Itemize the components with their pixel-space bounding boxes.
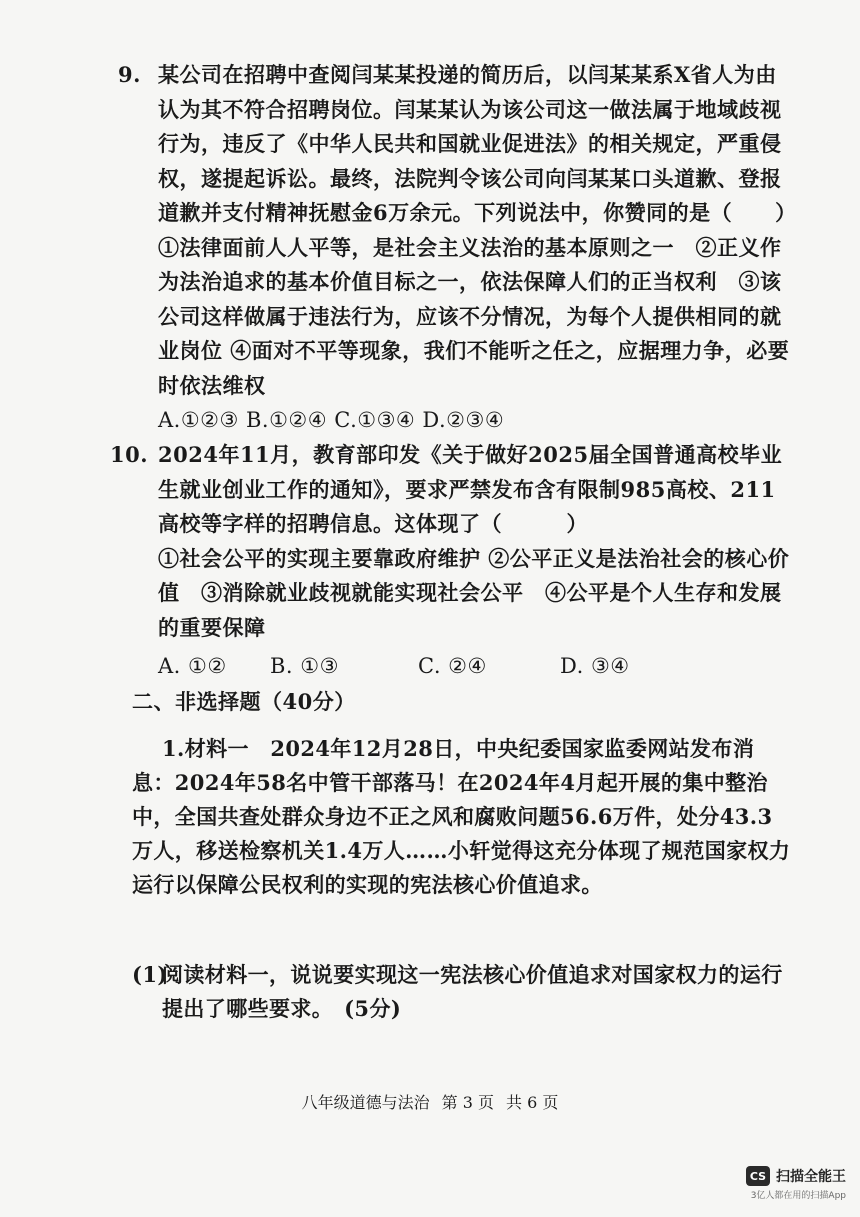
answer-choices: A.①②③ B.①②④ C.①③④ D.②③④ xyxy=(158,408,505,432)
camscanner-logo-icon: CS xyxy=(746,1166,770,1186)
footer-page: 第 3 页 xyxy=(441,1093,494,1112)
sub-question-text: 阅读材料一，说说要实现这一宪法核心价值追求对国家权力的运行提出了哪些要求。 (5分) xyxy=(162,962,783,1021)
section-title: 二、非选择题（40分） xyxy=(132,689,356,714)
scanner-tagline: 3亿人都在用的扫描App xyxy=(750,1191,846,1201)
material-label: 1.材料一 xyxy=(162,736,249,761)
sub-question-tag: (1) xyxy=(132,962,168,987)
answer-option-d: D. ③④ xyxy=(560,654,630,678)
material-block xyxy=(132,732,792,902)
sub-question-1 xyxy=(132,958,792,1026)
answer-option-c: C. ②④ xyxy=(418,654,487,678)
question-9 xyxy=(118,58,797,438)
scanner-app-name: 扫描全能王 xyxy=(776,1169,846,1185)
question-stem: 2024年11月，教育部印发《关于做好2025届全国普通高校毕业生就业创业工作的通知》，要求严禁发布含有限制985高校、211高校等字样的招聘信息。这体现了（ ） xyxy=(158,442,783,536)
answer-option-b: B. ①③ xyxy=(270,654,339,678)
page-footer xyxy=(0,1090,860,1113)
question-stem: 某公司在招聘中查阅闫某某投递的简历后，以闫某某系X省人为由认为其不符合招聘岗位。闫某某认为该公司这一做法属于地域歧视行为，违反了《中华人民共和国就业促进法》的相关规定，严重侵权，遂提起诉讼。最终，法院判令该公司向闫某某口头道歉、登报道歉并支付精神抚慰金6万余元。下列说法中，你赞同的是（ ） xyxy=(158,62,797,225)
footer-subject: 八年级道德与法治 xyxy=(301,1093,430,1112)
question-statements: ①法律面前人人平等，是社会主义法治的基本原则之一 ②正义作为法治追求的基本价值目标之一，依法保障人们的正当权利 ③该公司这样做属于违法行为，应该不分情况，为每个人提供相同的就业岗位 ④面对不平等现象，我们不能听之任之，应据理力争，必要时依法维权 xyxy=(158,234,790,398)
answer-option-a: A. ①② xyxy=(158,654,227,678)
question-number: 10. xyxy=(110,442,149,467)
footer-total: 共 6 页 xyxy=(506,1093,559,1112)
material-text: 2024年12月28日，中央纪委国家监委网站发布消息：2024年58名中管干部落马！在2024年4月起开展的集中整治中，全国共查处群众身边不正之风和腐败问题56.6万件，处分43.3万人，移送检察机关1.4万人……小轩觉得这充分体现了规范国家权力运行以保障公民权利的实现的宪法核心价值追求。 xyxy=(132,736,791,897)
question-10 xyxy=(112,438,790,684)
scanner-watermark xyxy=(746,1166,846,1201)
question-number: 9. xyxy=(118,62,141,87)
question-statements: ①社会公平的实现主要靠政府维护 ②公平正义是法治社会的核心价值 ③消除就业歧视就能实现社会公平 ④公平是个人生存和发展的重要保障 xyxy=(158,545,790,640)
answer-choices xyxy=(112,649,790,684)
